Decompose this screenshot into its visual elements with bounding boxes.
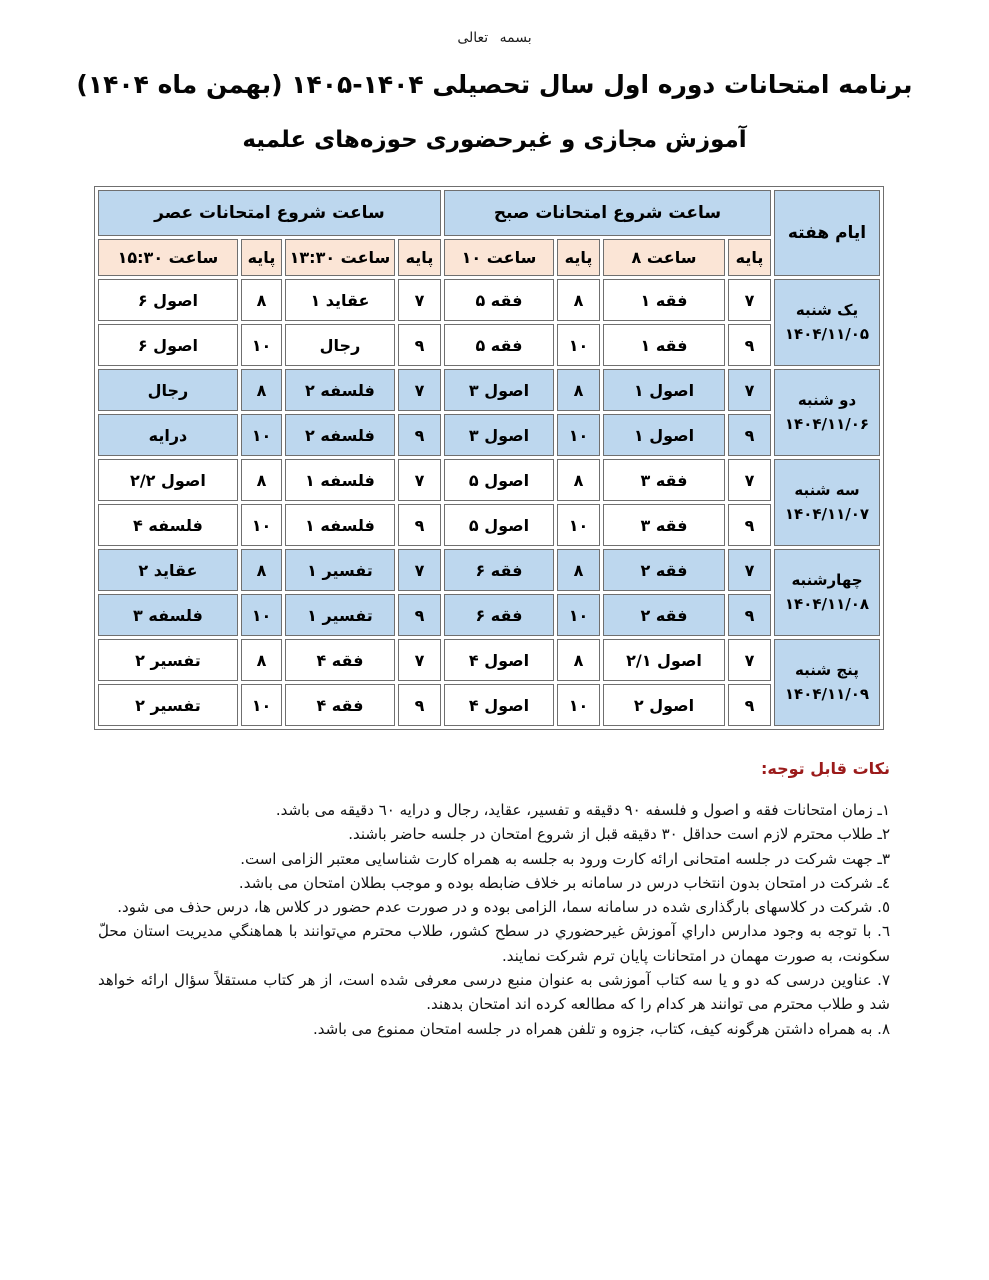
subject-cell: تفسیر ۱ xyxy=(285,549,395,591)
grade-cell: ۸ xyxy=(241,549,282,591)
day-cell xyxy=(774,459,880,546)
subject-cell: فلسفه ۱ xyxy=(285,504,395,546)
grade-cell: ۷ xyxy=(728,459,771,501)
subject-cell: فقه ۱ xyxy=(603,279,725,321)
grade-cell: ۹ xyxy=(398,684,441,726)
grade-cell: ۸ xyxy=(557,279,600,321)
subject-cell: فقه ۱ xyxy=(603,324,725,366)
grade-cell: ۱۰ xyxy=(241,414,282,456)
grade-cell: ۱۰ xyxy=(557,594,600,636)
exam-row xyxy=(98,459,880,501)
grade-cell: ۸ xyxy=(241,459,282,501)
subject-cell: رجال xyxy=(285,324,395,366)
subject-cell: درایه xyxy=(98,414,238,456)
subject-cell: فقه ۵ xyxy=(444,324,554,366)
days-of-week-header: ایام هفته xyxy=(774,190,880,276)
subject-cell: اصول ۶ xyxy=(98,279,238,321)
subject-cell: فقه ۶ xyxy=(444,549,554,591)
grade-cell: ۱۰ xyxy=(241,324,282,366)
grade-cell: ۱۰ xyxy=(557,684,600,726)
grade-cell: ۸ xyxy=(557,639,600,681)
day-date: ۱۴۰۴/۱۱/۰۸ xyxy=(784,594,870,613)
time-1530-header: ساعت ۱۵:۳۰ xyxy=(98,239,238,276)
grade-cell: ۹ xyxy=(398,414,441,456)
grade-cell: ۸ xyxy=(241,369,282,411)
day-name: دو شنبه xyxy=(797,391,857,410)
subject-cell: تفسیر ۲ xyxy=(98,684,238,726)
header-sub-row xyxy=(98,239,880,276)
day-date: ۱۴۰۴/۱۱/۰۷ xyxy=(784,504,870,523)
note-item: ٣ـ جهت شرکت در جلسه امتحانی ارائه کارت ورود به جلسه به همراه کارت شناسایی معتبر الزامی است. xyxy=(240,849,890,868)
subject-cell: فقه ۶ xyxy=(444,594,554,636)
subject-cell: فقه ۲ xyxy=(603,594,725,636)
time-8-header: ساعت ۸ xyxy=(603,239,725,276)
day-name: پنج شنبه xyxy=(795,661,859,680)
notes-heading: نکات قابل توجه: xyxy=(761,759,890,778)
grade-header: پایه xyxy=(728,239,771,276)
subject-cell: اصول ۳ xyxy=(444,369,554,411)
exam-row xyxy=(98,549,880,591)
subject-cell: اصول ۵ xyxy=(444,504,554,546)
subject-cell: فقه ۴ xyxy=(285,684,395,726)
subject-cell: فلسفه ۴ xyxy=(98,504,238,546)
exam-row xyxy=(98,414,880,456)
grade-cell: ۹ xyxy=(728,504,771,546)
subject-cell: فقه ۳ xyxy=(603,504,725,546)
subject-cell: اصول ۱ xyxy=(603,369,725,411)
grade-cell: ۹ xyxy=(398,504,441,546)
exam-row xyxy=(98,594,880,636)
grade-cell: ۱۰ xyxy=(557,414,600,456)
note-item: ٢ـ طلاب محترم لازم است حداقل ٣٠ دقیقه قبل از شروع امتحان در جلسه حاضر باشند. xyxy=(348,825,890,844)
grade-header: پایه xyxy=(557,239,600,276)
subject-cell: تفسیر ۲ xyxy=(98,639,238,681)
exam-row xyxy=(98,639,880,681)
grade-cell: ۸ xyxy=(241,279,282,321)
exam-row xyxy=(98,504,880,546)
subject-cell: فلسفه ۲ xyxy=(285,369,395,411)
time-1330-header: ساعت ۱۳:۳۰ xyxy=(285,239,395,276)
grade-cell: ۷ xyxy=(728,639,771,681)
grade-cell: ۷ xyxy=(398,549,441,591)
day-name: سه شنبه xyxy=(794,481,860,500)
morning-group-header: ساعت شروع امتحانات صبح xyxy=(444,190,771,236)
exam-row xyxy=(98,369,880,411)
grade-cell: ۹ xyxy=(398,324,441,366)
page-title: برنامه امتحانات دوره اول سال تحصیلی ۱۴۰۴-۱۴۰۵ (بهمن ماه ۱۴۰۴) xyxy=(76,70,913,99)
subject-cell: عقاید ۱ xyxy=(285,279,395,321)
subject-cell: اصول ۲/۲ xyxy=(98,459,238,501)
note-item: ٥. شرکت در کلاسهای بارگذاری شده در سامانه سما، الزامی بوده و در صورت عدم حضور در کلاس ها، درس حذف می شود. xyxy=(117,898,890,917)
subject-cell: اصول ۴ xyxy=(444,684,554,726)
exam-table-body xyxy=(98,279,880,726)
afternoon-group-header: ساعت شروع امتحانات عصر xyxy=(98,190,441,236)
day-name: چهارشنبه xyxy=(791,571,863,590)
note-item: ٧. عناوین درسی که دو و یا سه کتاب آموزشی به عنوان منبع درسی معرفی شده است، از هر کتاب مستقلاً سؤال ارائه خواهد شد و طلاب محترم می توانند هر کدام را که مطالعه کرده اند امتحان بدهند. xyxy=(98,970,890,1014)
subject-cell: تفسیر ۱ xyxy=(285,594,395,636)
grade-cell: ۱۰ xyxy=(557,324,600,366)
grade-cell: ۷ xyxy=(398,369,441,411)
notes-section xyxy=(98,756,890,1041)
subject-cell: اصول ۱ xyxy=(603,414,725,456)
grade-cell: ۷ xyxy=(728,549,771,591)
page-subtitle: آموزش مجازی و غیرحضوری حوزه‌های علمیه xyxy=(242,127,747,153)
day-name: یک شنبه xyxy=(795,301,859,320)
subject-cell: فلسفه ۲ xyxy=(285,414,395,456)
exam-row xyxy=(98,324,880,366)
grade-cell: ۷ xyxy=(398,639,441,681)
exam-schedule-table xyxy=(94,186,884,730)
exam-row xyxy=(98,684,880,726)
bismillah-text: بسمه تعالی xyxy=(457,30,532,46)
subject-cell: فقه ۴ xyxy=(285,639,395,681)
subject-cell: فقه ۳ xyxy=(603,459,725,501)
exam-table-header xyxy=(98,190,880,276)
header-group-row xyxy=(98,190,880,236)
grade-cell: ۹ xyxy=(398,594,441,636)
grade-cell: ۷ xyxy=(398,279,441,321)
day-cell xyxy=(774,369,880,456)
grade-cell: ۸ xyxy=(241,639,282,681)
note-item: ٦. با توجه به وجود مدارس داراي آموزش غيرحضوري در سطح کشور، طلاب محترم مي‌توانند با هماهنگي مديريت استان محلّ سکونت، به صورت مهمان در امتحانات پایان ترم شرکت نمایند. xyxy=(98,922,890,965)
note-item: ٨. به همراه داشتن هرگونه کیف، کتاب، جزوه و تلفن همراه در جلسه امتحان ممنوع می باشد. xyxy=(312,1019,890,1038)
subject-cell: رجال xyxy=(98,369,238,411)
grade-cell: ۱۰ xyxy=(241,684,282,726)
grade-header: پایه xyxy=(241,239,282,276)
grade-cell: ۷ xyxy=(728,369,771,411)
grade-cell: ۸ xyxy=(557,549,600,591)
subject-cell: اصول ۲ xyxy=(603,684,725,726)
grade-header: پایه xyxy=(398,239,441,276)
day-cell xyxy=(774,639,880,726)
subject-cell: اصول ۳ xyxy=(444,414,554,456)
grade-cell: ۸ xyxy=(557,369,600,411)
grade-cell: ۹ xyxy=(728,684,771,726)
grade-cell: ۱۰ xyxy=(241,504,282,546)
subject-cell: اصول ۵ xyxy=(444,459,554,501)
subject-cell: فقه ۲ xyxy=(603,549,725,591)
grade-cell: ۷ xyxy=(728,279,771,321)
day-date: ۱۴۰۴/۱۱/۰۹ xyxy=(784,684,870,703)
subject-cell: فلسفه ۳ xyxy=(98,594,238,636)
exam-row xyxy=(98,279,880,321)
grade-cell: ۹ xyxy=(728,324,771,366)
subject-cell: عقاید ۲ xyxy=(98,549,238,591)
subject-cell: اصول ۴ xyxy=(444,639,554,681)
time-10-header: ساعت ۱۰ xyxy=(444,239,554,276)
grade-cell: ۸ xyxy=(557,459,600,501)
grade-cell: ۱۰ xyxy=(241,594,282,636)
note-item: ٤ـ شرکت در امتحان بدون انتخاب درس در سامانه بر خلاف ضابطه بوده و موجب بطلان امتحان می باشد. xyxy=(238,873,890,892)
subject-cell: فقه ۵ xyxy=(444,279,554,321)
subject-cell: فلسفه ۱ xyxy=(285,459,395,501)
subject-cell: اصول ۲/۱ xyxy=(603,639,725,681)
day-cell xyxy=(774,549,880,636)
grade-cell: ۹ xyxy=(728,594,771,636)
day-cell xyxy=(774,279,880,366)
grade-cell: ۹ xyxy=(728,414,771,456)
day-date: ۱۴۰۴/۱۱/۰۶ xyxy=(784,414,870,433)
day-date: ۱۴۰۴/۱۱/۰۵ xyxy=(784,324,870,343)
note-item: ١ـ زمان امتحانات فقه و اصول و فلسفه ٩٠ دقیقه و تفسیر، عقاید، رجال و درایه ٦٠ دقیقه می باشد. xyxy=(275,800,890,819)
grade-cell: ۷ xyxy=(398,459,441,501)
grade-cell: ۱۰ xyxy=(557,504,600,546)
subject-cell: اصول ۶ xyxy=(98,324,238,366)
